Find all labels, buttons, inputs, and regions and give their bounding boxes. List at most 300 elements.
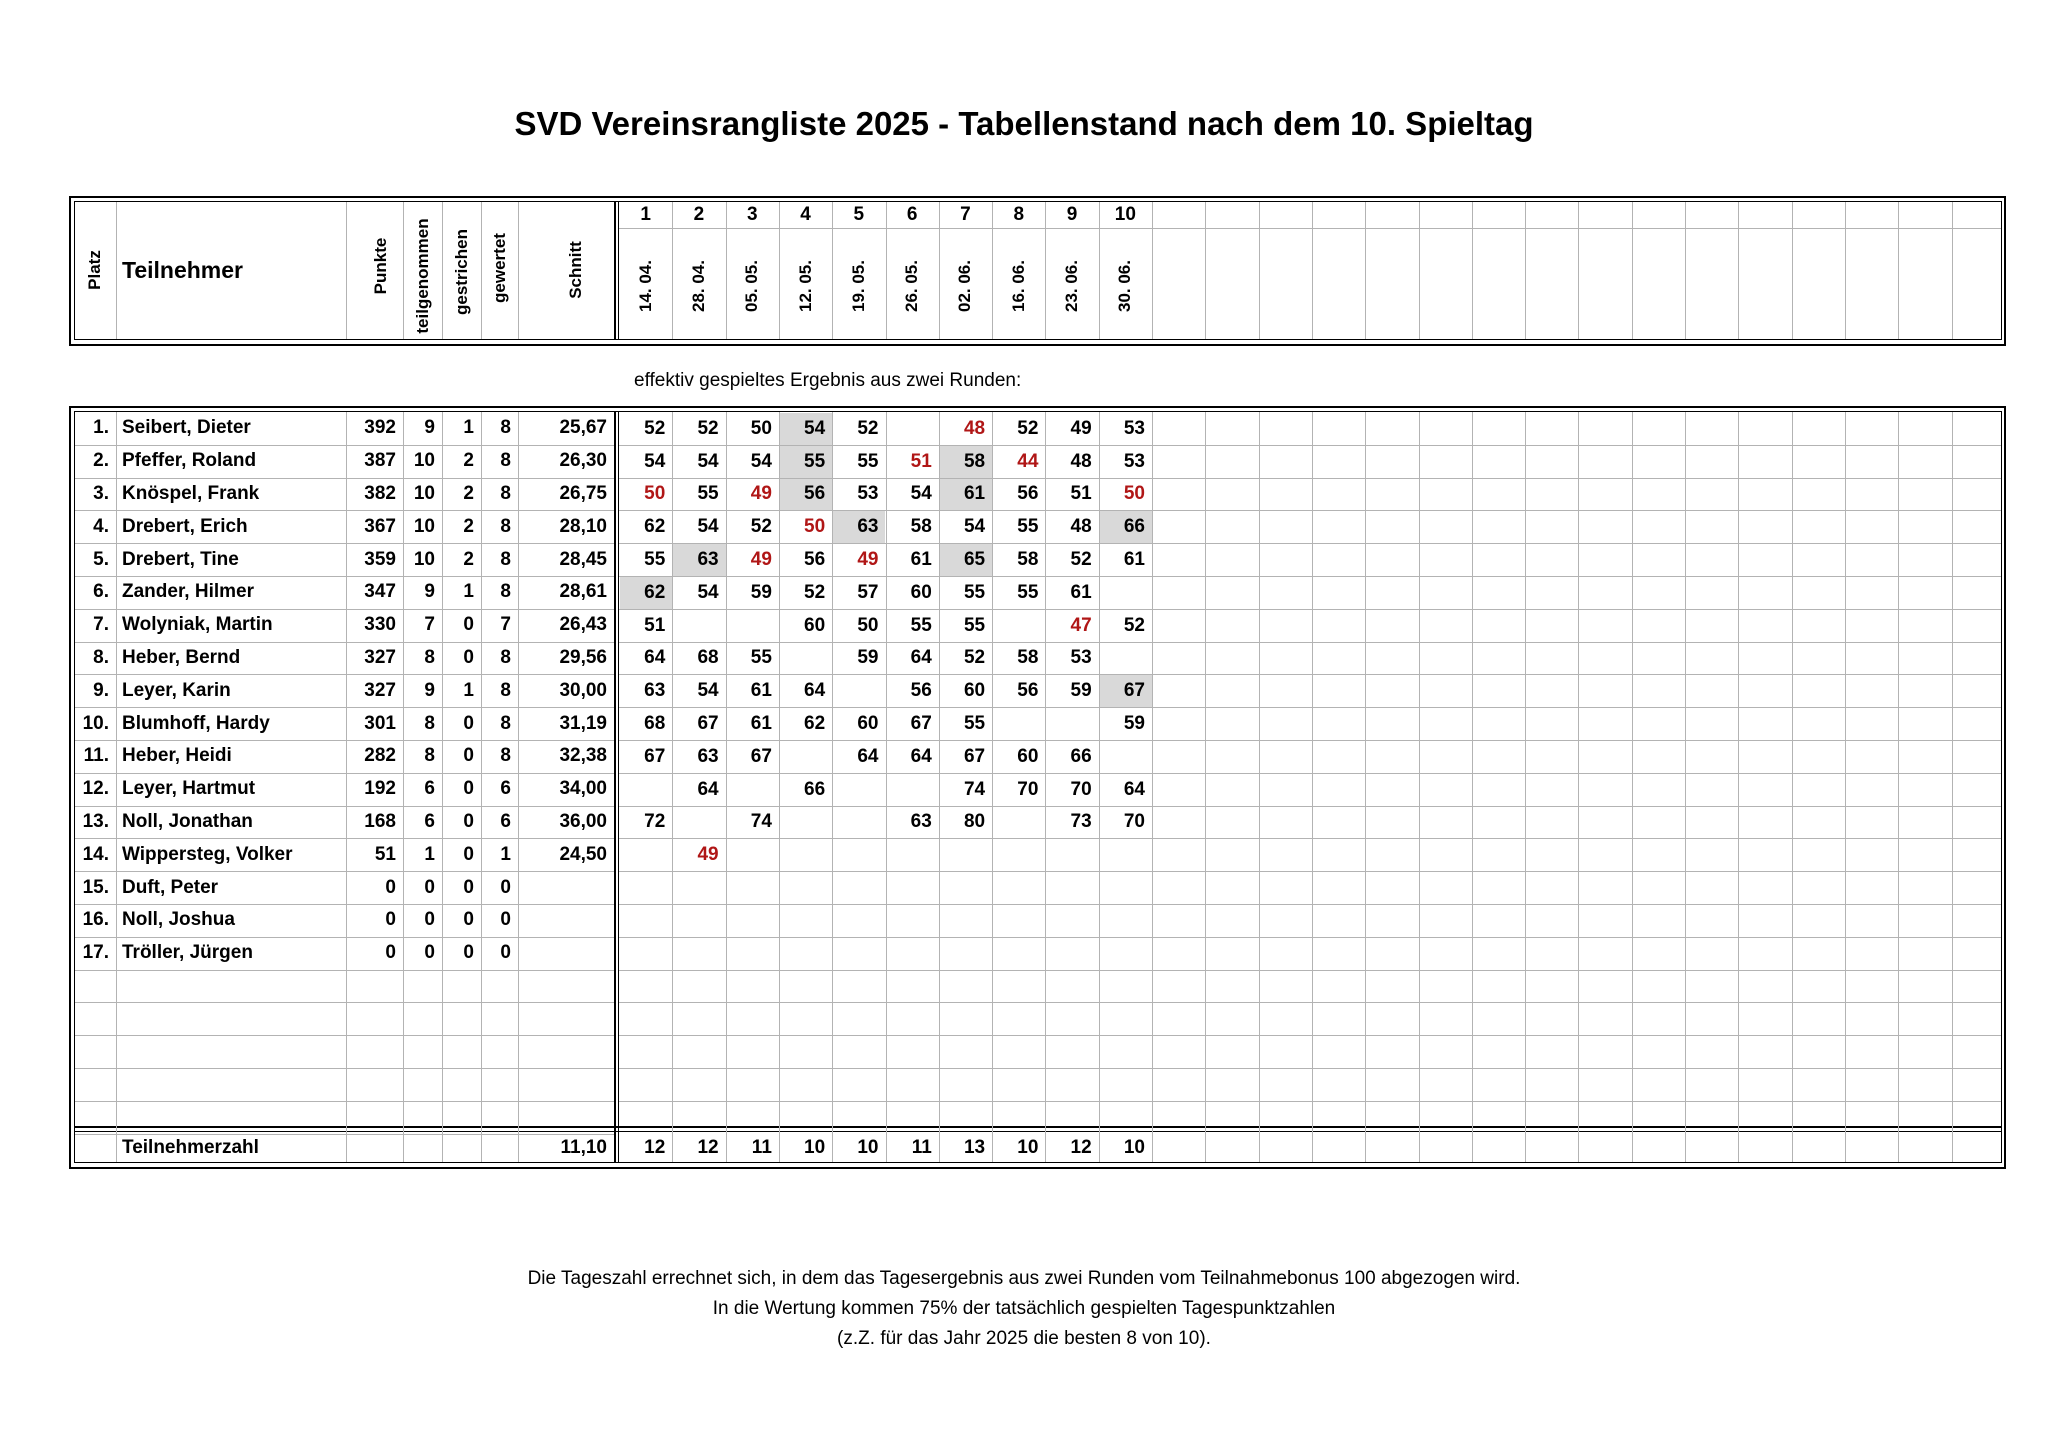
gestrichen-value: 1 <box>463 581 474 603</box>
body-frame-right <box>2004 406 2006 1169</box>
header-frame-right-inner <box>2001 201 2002 340</box>
round-score-2: 63 <box>673 544 725 576</box>
grid-line-vertical <box>1792 412 1793 1162</box>
schnitt-value: 26,75 <box>559 482 607 504</box>
header-gestrichen: gestrichen <box>451 229 471 315</box>
grid-line-horizontal <box>619 1035 2001 1036</box>
round-score-8: 44 <box>1017 450 1039 472</box>
gestrichen-value: 0 <box>463 909 474 931</box>
round-score-10: 67 <box>1100 675 1152 707</box>
grid-line-vertical <box>1312 412 1313 1162</box>
round-score-3 <box>727 610 779 642</box>
schnitt-value <box>518 937 614 970</box>
grid-line-vertical <box>1152 202 1153 339</box>
round-score-7 <box>940 938 992 970</box>
round-score-5 <box>833 774 885 806</box>
punkte-value: 168 <box>364 810 396 832</box>
round-score-3: 49 <box>750 549 772 571</box>
round-score-10 <box>1100 741 1152 773</box>
teilgenommen-value: 9 <box>424 417 435 439</box>
player-name: Zander, Hilmer <box>122 581 254 603</box>
gestrichen-value: 2 <box>463 482 474 504</box>
round-score-3: 54 <box>750 450 772 472</box>
round-score-6 <box>887 872 939 904</box>
teilgenommen-value: 9 <box>424 679 435 701</box>
teilgenommen-value: 8 <box>424 745 435 767</box>
round-date-1: 14. 04. <box>635 260 655 312</box>
grid-line-vertical <box>1898 412 1899 1162</box>
round-score-1: 55 <box>644 549 666 571</box>
round-score-4 <box>780 643 832 675</box>
round-score-6: 67 <box>910 713 932 735</box>
round-score-9: 70 <box>1070 778 1092 800</box>
gewertet-value: 0 <box>500 876 511 898</box>
round-score-8: 55 <box>1017 516 1039 538</box>
round-score-1 <box>620 905 672 937</box>
rank: 17. <box>82 942 109 964</box>
gestrichen-value: 0 <box>463 745 474 767</box>
gestrichen-value: 0 <box>463 614 474 636</box>
round-score-7: 74 <box>963 778 986 800</box>
rank: 3. <box>93 482 109 504</box>
round-score-3 <box>727 774 779 806</box>
player-name: Noll, Joshua <box>122 909 235 931</box>
round-score-9: 66 <box>1070 745 1092 767</box>
player-name: Drebert, Tine <box>122 548 239 570</box>
punkte-value: 347 <box>364 581 396 603</box>
round-score-3 <box>727 839 779 871</box>
punkte-value: 192 <box>364 778 396 800</box>
punkte-value: 301 <box>364 712 396 734</box>
grid-line-vertical <box>1578 202 1579 339</box>
round-score-9: 51 <box>1070 483 1092 505</box>
teilgenommen-value: 8 <box>424 712 435 734</box>
round-score-10 <box>1100 839 1152 871</box>
rank: 4. <box>93 515 109 537</box>
participant-count-8: 10 <box>1017 1136 1039 1158</box>
schnitt-value: 26,30 <box>559 450 607 472</box>
punkte-value: 330 <box>364 614 396 636</box>
round-score-1: 62 <box>644 516 666 538</box>
round-score-7: 55 <box>963 614 986 636</box>
round-score-2 <box>673 807 725 839</box>
grid-line-horizontal <box>75 1068 614 1069</box>
round-date-5: 19. 05. <box>848 260 868 312</box>
gestrichen-value: 2 <box>463 515 474 537</box>
rank: 15. <box>82 876 109 898</box>
grid-line-vertical <box>403 202 404 339</box>
grid-line-vertical <box>1259 202 1260 339</box>
grid-line-horizontal <box>75 1035 614 1036</box>
round-score-10: 70 <box>1123 811 1145 833</box>
grid-line-vertical <box>1259 412 1260 1162</box>
punkte-value: 0 <box>385 942 396 964</box>
grid-line-vertical <box>1205 202 1206 339</box>
round-score-7: 48 <box>963 417 986 439</box>
gestrichen-value: 0 <box>463 843 474 865</box>
teilgenommen-value: 0 <box>424 942 435 964</box>
gestrichen-value: 1 <box>463 417 474 439</box>
schnitt-value: 30,00 <box>559 679 607 701</box>
round-number-8: 8 <box>1013 204 1025 225</box>
schnitt-value <box>518 871 614 904</box>
round-score-6: 64 <box>910 745 932 767</box>
round-score-5 <box>833 938 885 970</box>
schnitt-value: 28,45 <box>559 548 607 570</box>
grid-line-horizontal <box>619 228 2001 229</box>
player-name: Blumhoff, Hardy <box>122 712 270 734</box>
round-score-9: 61 <box>1070 581 1092 603</box>
participant-count-2: 12 <box>697 1136 719 1158</box>
round-score-5: 60 <box>857 713 879 735</box>
rank: 9. <box>93 679 109 701</box>
round-score-8 <box>993 708 1045 740</box>
gestrichen-value: 0 <box>463 942 474 964</box>
grid-line-horizontal <box>619 1068 2001 1069</box>
header-teilnehmer: Teilnehmer <box>122 256 243 283</box>
round-score-4 <box>780 839 832 871</box>
punkte-value: 282 <box>364 745 396 767</box>
round-date-10: 30. 06. <box>1115 260 1135 312</box>
round-score-4: 54 <box>780 413 832 445</box>
rank: 7. <box>93 614 109 636</box>
footnote-2: In die Wertung kommen 75% der tatsächlich gespielten Tagespunktzahlen <box>712 1298 1336 1319</box>
round-score-10: 66 <box>1100 511 1152 543</box>
round-score-10: 59 <box>1123 713 1145 735</box>
round-number-3: 3 <box>746 204 758 225</box>
teilgenommen-value: 10 <box>413 548 435 570</box>
grid-line-horizontal <box>75 1101 614 1102</box>
gewertet-value: 0 <box>500 942 511 964</box>
round-date-6: 26. 05. <box>902 260 922 312</box>
round-score-7: 61 <box>940 479 992 511</box>
teilgenommen-value: 10 <box>413 450 435 472</box>
grid-line-vertical <box>1632 412 1633 1162</box>
grid-line-vertical <box>1419 412 1420 1162</box>
punkte-value: 387 <box>364 450 396 472</box>
gestrichen-value: 0 <box>463 646 474 668</box>
round-score-2 <box>673 938 725 970</box>
schnitt-value: 31,19 <box>559 712 607 734</box>
round-score-3 <box>727 872 779 904</box>
player-name: Heber, Bernd <box>122 646 241 668</box>
participant-count-3: 11 <box>751 1136 772 1158</box>
round-score-10: 52 <box>1123 614 1145 636</box>
punkte-value: 359 <box>364 548 396 570</box>
round-date-4: 12. 05. <box>795 260 815 312</box>
round-score-8: 58 <box>1017 647 1039 669</box>
grid-line-vertical <box>1685 412 1686 1162</box>
grid-line-horizontal <box>619 1101 2001 1102</box>
round-score-4: 50 <box>804 516 826 538</box>
grid-line-vertical <box>1792 202 1793 339</box>
body-frame-bottom <box>69 1167 2006 1169</box>
schnitt-value: 26,43 <box>559 614 607 636</box>
round-score-2: 54 <box>697 581 719 603</box>
round-score-1: 72 <box>644 811 666 833</box>
round-score-8 <box>993 938 1045 970</box>
punkte-value: 0 <box>385 876 396 898</box>
round-score-1: 50 <box>644 483 666 505</box>
round-score-4: 64 <box>804 680 826 702</box>
round-score-6: 63 <box>910 811 932 833</box>
round-score-8 <box>993 839 1045 871</box>
round-score-9: 52 <box>1070 549 1092 571</box>
round-score-5: 63 <box>833 511 885 543</box>
results-subheading: effektiv gespieltes Ergebnis aus zwei Runden: <box>634 370 1022 391</box>
round-score-4 <box>780 741 832 773</box>
section-divider-inner <box>618 411 619 1162</box>
round-score-4 <box>780 905 832 937</box>
schnitt-value <box>518 904 614 937</box>
gestrichen-value: 0 <box>463 712 474 734</box>
body-frame-right-inner <box>2001 411 2002 1163</box>
rank: 11. <box>83 745 109 767</box>
round-score-9: 53 <box>1070 647 1092 669</box>
grid-line-vertical <box>1365 412 1366 1162</box>
round-date-3: 05. 05. <box>742 260 762 312</box>
teilgenommen-value: 10 <box>413 482 435 504</box>
gestrichen-value: 0 <box>463 876 474 898</box>
round-score-2 <box>673 905 725 937</box>
player-name: Seibert, Dieter <box>122 417 251 439</box>
round-score-7: 67 <box>963 745 986 767</box>
grid-line-vertical <box>1685 202 1686 339</box>
round-score-9 <box>1046 708 1098 740</box>
grid-line-vertical <box>518 202 519 339</box>
header-platz: Platz <box>85 250 104 290</box>
round-score-2: 54 <box>697 516 719 538</box>
footer-schnitt: 11,10 <box>560 1136 607 1158</box>
round-score-3: 52 <box>750 516 772 538</box>
participant-count-1: 12 <box>644 1136 666 1158</box>
round-score-7: 54 <box>963 516 986 538</box>
round-score-4 <box>780 872 832 904</box>
participant-count-5: 10 <box>857 1136 879 1158</box>
round-score-1: 51 <box>644 614 666 636</box>
schnitt-value: 28,61 <box>559 581 607 603</box>
rank: 6. <box>93 581 109 603</box>
participant-count-6: 11 <box>911 1136 932 1158</box>
punkte-value: 327 <box>364 646 396 668</box>
gewertet-value: 8 <box>500 417 511 439</box>
round-score-2: 52 <box>697 417 719 439</box>
round-score-4: 60 <box>804 614 826 636</box>
footer-label: Teilnehmerzahl <box>122 1136 259 1158</box>
round-score-2: 63 <box>697 745 719 767</box>
grid-line-horizontal <box>75 970 614 971</box>
round-score-5 <box>833 905 885 937</box>
player-name: Pfeffer, Roland <box>122 450 257 472</box>
round-score-6: 58 <box>910 516 932 538</box>
grid-line-vertical <box>1152 412 1153 1162</box>
round-date-9: 23. 06. <box>1062 260 1082 312</box>
round-score-5 <box>833 807 885 839</box>
round-score-3 <box>727 938 779 970</box>
round-score-8: 52 <box>1017 417 1039 439</box>
grid-line-vertical <box>1312 202 1313 339</box>
round-score-8: 70 <box>1017 778 1039 800</box>
round-score-4 <box>780 938 832 970</box>
header-schnitt: Schnitt <box>566 241 585 299</box>
round-score-8 <box>993 905 1045 937</box>
round-number-6: 6 <box>906 204 918 225</box>
grid-line-vertical <box>1205 412 1206 1162</box>
gewertet-value: 8 <box>500 482 511 504</box>
grid-line-vertical <box>1898 202 1899 339</box>
round-score-5: 50 <box>857 614 879 636</box>
round-score-2: 55 <box>697 483 719 505</box>
round-score-6: 64 <box>910 647 932 669</box>
round-score-8: 55 <box>1017 581 1039 603</box>
player-name: Wolyniak, Martin <box>122 614 273 636</box>
round-score-9: 47 <box>1070 614 1092 636</box>
gestrichen-value: 0 <box>463 778 474 800</box>
grid-line-vertical <box>442 202 443 339</box>
rank: 5. <box>93 548 109 570</box>
gewertet-value: 8 <box>500 745 511 767</box>
round-score-3: 61 <box>750 713 772 735</box>
round-score-8: 60 <box>1017 745 1039 767</box>
round-score-10: 50 <box>1123 483 1145 505</box>
header-frame-left <box>69 196 71 346</box>
grid-line-vertical <box>1845 202 1846 339</box>
round-score-10: 61 <box>1123 549 1145 571</box>
round-score-1 <box>620 938 672 970</box>
round-score-7: 55 <box>963 581 986 603</box>
rank: 14. <box>82 843 109 865</box>
round-score-3: 67 <box>750 745 772 767</box>
round-score-9: 48 <box>1070 450 1092 472</box>
teilgenommen-value: 10 <box>413 515 435 537</box>
player-name: Tröller, Jürgen <box>122 942 253 964</box>
gestrichen-value: 0 <box>463 810 474 832</box>
header-frame-top <box>69 196 2006 198</box>
round-score-5: 53 <box>857 483 879 505</box>
round-score-4: 52 <box>804 581 826 603</box>
grid-line-vertical <box>481 202 482 339</box>
grid-line-vertical <box>1578 412 1579 1162</box>
grid-line-vertical <box>1738 202 1739 339</box>
header-gewertet: gewertet <box>489 233 509 303</box>
round-score-3: 59 <box>750 581 772 603</box>
round-score-5: 49 <box>857 549 879 571</box>
round-score-6 <box>887 774 939 806</box>
round-score-3: 74 <box>750 811 772 833</box>
teilgenommen-value: 6 <box>424 810 435 832</box>
grid-line-horizontal <box>619 1002 2001 1003</box>
teilgenommen-value: 1 <box>424 843 435 865</box>
round-score-3: 55 <box>750 647 772 669</box>
round-score-6 <box>887 413 939 445</box>
round-score-5: 55 <box>857 450 879 472</box>
round-score-4: 55 <box>780 446 832 478</box>
round-score-10: 64 <box>1123 778 1145 800</box>
round-number-2: 2 <box>693 204 705 225</box>
round-score-10: 53 <box>1123 450 1145 472</box>
round-score-7: 80 <box>963 811 986 833</box>
round-score-9: 49 <box>1070 417 1092 439</box>
round-score-6: 54 <box>910 483 932 505</box>
header-punkte: Punkte <box>370 237 390 295</box>
page-title: SVD Vereinsrangliste 2025 - Tabellenstand nach dem 10. Spieltag <box>514 105 1534 142</box>
grid-line-vertical <box>346 202 347 339</box>
punkte-value: 51 <box>374 843 396 865</box>
teilgenommen-value: 9 <box>424 581 435 603</box>
round-score-7 <box>940 905 992 937</box>
participant-count-10: 10 <box>1123 1136 1145 1158</box>
player-name: Leyer, Hartmut <box>122 778 256 800</box>
schnitt-value: 25,67 <box>559 417 607 439</box>
rank: 13. <box>82 810 109 832</box>
teilgenommen-value: 0 <box>424 876 435 898</box>
grid-line-vertical <box>1845 412 1846 1162</box>
gestrichen-value: 2 <box>463 450 474 472</box>
punkte-value: 327 <box>364 679 396 701</box>
round-score-4: 62 <box>804 713 826 735</box>
round-score-9: 73 <box>1070 811 1092 833</box>
gewertet-value: 8 <box>500 548 511 570</box>
round-number-9: 9 <box>1066 204 1078 225</box>
round-score-9 <box>1046 905 1098 937</box>
grid-line-vertical <box>1419 202 1420 339</box>
round-score-6: 61 <box>910 549 932 571</box>
round-score-7 <box>940 839 992 871</box>
schnitt-value: 36,00 <box>559 810 607 832</box>
round-score-1: 68 <box>644 713 666 735</box>
round-score-8: 58 <box>1017 549 1039 571</box>
grid-line-vertical <box>1952 412 1953 1162</box>
grid-line-vertical <box>1365 202 1366 339</box>
round-date-7: 02. 06. <box>955 260 975 312</box>
round-score-9 <box>1046 839 1098 871</box>
header-frame-right <box>2004 196 2006 346</box>
round-score-2: 54 <box>697 450 719 472</box>
round-score-1: 54 <box>644 450 666 472</box>
grid-line-horizontal <box>75 1002 614 1003</box>
round-score-8 <box>993 872 1045 904</box>
round-score-8: 56 <box>1017 680 1039 702</box>
teilgenommen-value: 7 <box>424 614 435 636</box>
gewertet-value: 8 <box>500 646 511 668</box>
round-score-5 <box>833 675 885 707</box>
gewertet-value: 1 <box>500 843 511 865</box>
rank: 2. <box>93 450 109 472</box>
header-frame-bottom-inner <box>74 339 2001 340</box>
round-number-4: 4 <box>800 204 811 225</box>
round-score-9 <box>1046 938 1098 970</box>
round-score-6: 51 <box>910 450 932 472</box>
grid-line-vertical <box>1525 412 1526 1162</box>
footnotes <box>0 1264 2048 1354</box>
round-score-3 <box>727 905 779 937</box>
round-score-1 <box>620 872 672 904</box>
round-score-3: 61 <box>750 680 772 702</box>
round-score-7 <box>940 872 992 904</box>
round-score-10 <box>1100 872 1152 904</box>
round-score-2: 68 <box>697 647 719 669</box>
participant-count-7: 13 <box>963 1136 986 1158</box>
round-score-8 <box>993 807 1045 839</box>
gewertet-value: 8 <box>500 712 511 734</box>
player-name: Duft, Peter <box>122 876 219 898</box>
grid-line-vertical <box>1952 202 1953 339</box>
body-frame-left <box>69 406 71 1169</box>
round-score-2: 49 <box>697 844 719 866</box>
round-score-4: 56 <box>804 549 826 571</box>
round-score-1: 67 <box>644 745 666 767</box>
player-name: Drebert, Erich <box>122 515 248 537</box>
